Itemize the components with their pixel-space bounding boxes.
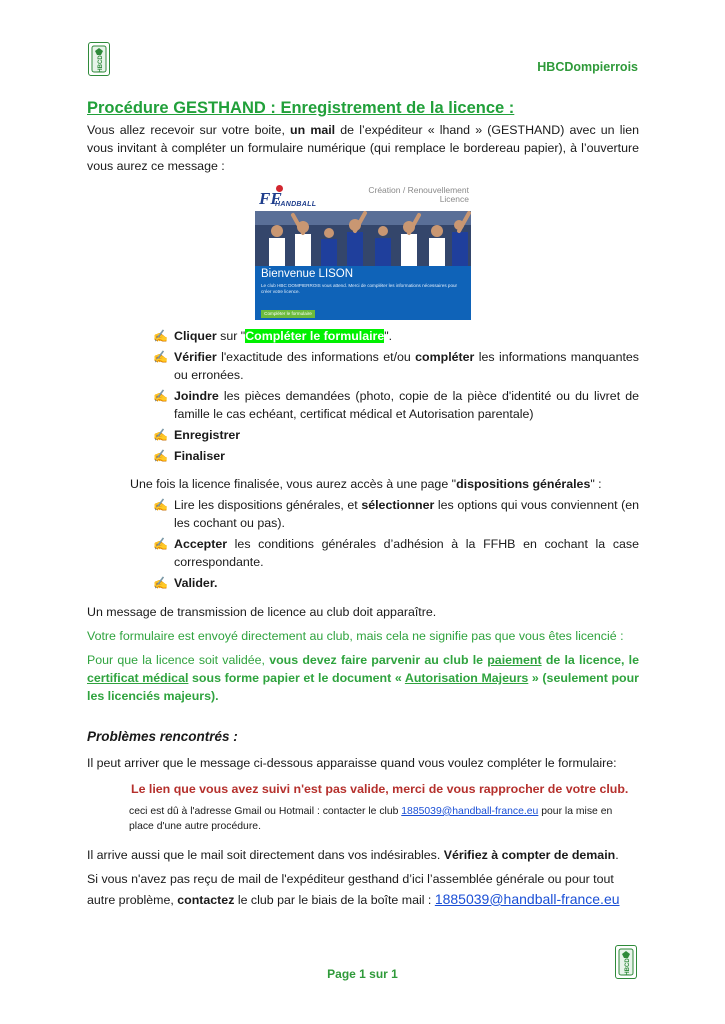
list-item xyxy=(87,388,639,424)
club-name: HBCDompierrois xyxy=(537,60,638,74)
welcome-message: Le club HBC DOMPIERROIS vous attend. Merci de compléter les informations nécessaires pour créer votre licence. xyxy=(261,283,458,294)
validation-bold: sous forme papier et le document « xyxy=(188,671,405,686)
error-message: Le lien que vous avez suivi n'est pas valide, merci de vous rapprocher de votre club. xyxy=(131,781,629,796)
step-bold: Cliquer xyxy=(174,329,217,344)
licence-screenshot xyxy=(255,184,471,320)
step-text: Lire les dispositions générales, et xyxy=(174,498,362,513)
step-text: les conditions générales d’adhésion à la FFHB en cochant la case correspondante. xyxy=(174,537,639,570)
list-item xyxy=(87,536,639,572)
arrow-bullet-icon: ✍ xyxy=(153,449,168,464)
problems-intro: Il peut arriver que le message ci-dessous apparaisse quand vous voulez compléter le formulaire: xyxy=(87,755,617,770)
screenshot-header-line1: Création / Renouvellement xyxy=(368,185,469,196)
arrow-bullet-icon: ✍ xyxy=(153,428,168,443)
step-bold: sélectionner xyxy=(361,498,435,513)
steps-list xyxy=(87,328,639,466)
list-item xyxy=(87,448,639,466)
spam-text: Il arrive aussi que le mail soit directement dans vos indésirables. xyxy=(87,847,444,862)
authorization-underlined: Autorisation Majeurs xyxy=(404,671,529,686)
step-bold: Enregistrer xyxy=(174,428,241,443)
list-item xyxy=(87,427,639,445)
ffhb-logo-big: FF xyxy=(259,189,282,209)
spam-paragraph xyxy=(87,847,639,865)
club-logo xyxy=(88,42,110,76)
list-item xyxy=(87,328,639,346)
contact-text: le club par le biais de la boîte mail : xyxy=(234,892,435,907)
final-page-end: " : xyxy=(590,477,602,492)
final-page-paragraph xyxy=(130,476,639,494)
contact-paragraph xyxy=(87,871,639,910)
screenshot-header-title xyxy=(368,186,469,204)
step-text: sur " xyxy=(216,329,246,344)
club-logo-mark xyxy=(91,45,107,73)
arrow-bullet-icon: ✍ xyxy=(153,389,168,404)
list-item xyxy=(87,349,639,385)
step-text: l'exactitude des informations et/ou xyxy=(216,350,416,365)
intro-bold: un mail xyxy=(290,123,336,138)
contact-text: Si vous n'avez pas reçu de mail de l'expéditeur gesthand d’ici l’assemblée générale ou pour tout autre problème, xyxy=(87,871,614,907)
list-item xyxy=(87,575,639,593)
validation-text: Pour que la licence soit validée, xyxy=(87,653,270,668)
final-page-text: Une fois la licence finalisée, vous aurez accès à une page " xyxy=(130,477,457,492)
form-link-highlight: Compléter le formulaire xyxy=(245,329,385,344)
gmail-note xyxy=(129,804,639,835)
medical-certificate-underlined: certificat médical xyxy=(87,671,189,686)
document-body xyxy=(87,98,639,910)
intro-paragraph xyxy=(87,122,639,176)
screenshot-header xyxy=(255,184,471,211)
validation-bold: de la licence, le xyxy=(541,653,639,668)
club-email-link[interactable]: 1885039@handball-france.eu xyxy=(401,805,539,817)
final-page-bold: dispositions générales xyxy=(456,477,591,492)
welcome-panel xyxy=(255,266,471,320)
page-number: Page 1 sur 1 xyxy=(327,967,398,981)
transmission-message: Un message de transmission de licence au club doit apparaître. xyxy=(87,605,437,620)
screenshot-header-line2: Licence xyxy=(439,194,469,205)
arrow-bullet-icon: ✍ xyxy=(153,498,168,513)
welcome-text: Bienvenue LISON xyxy=(261,268,354,281)
step-text: les options qui vous conviennent (en les cochant ou pas). xyxy=(174,498,640,531)
problems-heading: Problèmes rencontrés : xyxy=(87,729,238,745)
step-text: ". xyxy=(384,329,393,344)
arrow-bullet-icon: ✍ xyxy=(153,537,168,552)
validation-paragraph xyxy=(87,652,639,706)
intro-part1: Vous allez recevoir sur votre boite, xyxy=(87,123,291,138)
arrow-bullet-icon: ✍ xyxy=(153,329,168,344)
ffhb-logo xyxy=(259,185,317,209)
team-photo xyxy=(255,211,471,266)
spam-bold: Vérifiez à compter de demain xyxy=(443,847,616,862)
step-bold: Valider. xyxy=(174,576,218,591)
step-bold: Joindre xyxy=(174,389,219,404)
payment-underlined: paiement xyxy=(487,653,542,668)
validation-bold: vous devez faire parvenir au club le xyxy=(269,653,488,668)
validation-bold: » (seulement pour les licenciés majeurs). xyxy=(87,671,639,704)
team-photo-image xyxy=(255,211,471,266)
list-item xyxy=(87,497,639,533)
club-logo-text: HBCD xyxy=(98,55,104,73)
note-text: pour la mise en place d'une autre procédure. xyxy=(129,805,613,833)
steps-list-2 xyxy=(87,497,639,593)
contact-email-link[interactable]: 1885039@handball-france.eu xyxy=(434,890,620,907)
step-text: les informations manquantes ou erronées. xyxy=(174,350,639,383)
step-bold: Accepter xyxy=(174,537,228,552)
arrow-bullet-icon: ✍ xyxy=(153,576,168,591)
ffhb-logo-small: HANDBALL xyxy=(275,201,317,209)
sent-notice: Votre formulaire est envoyé directement au club, mais cela ne signifie pas que vous êtes licencié : xyxy=(87,629,624,644)
arrow-bullet-icon: ✍ xyxy=(153,350,168,365)
intro-part2: de l’expéditeur « lhand » (GESTHAND) avec un lien vous invitant à compléter un formulaire numérique (qui remplace le bordereau papier), à l’ouverture vous aurez ce message : xyxy=(87,123,639,174)
spam-end: . xyxy=(615,847,619,862)
club-logo-text: HBCD xyxy=(625,958,631,976)
step-bold: Vérifier xyxy=(174,350,217,365)
note-text: ceci est dû à l'adresse Gmail ou Hotmail : contacter le club xyxy=(129,805,402,817)
step-text: les pièces demandées (photo, copie de la pièce d'identité ou du livret de famille le cas echéant, certificat médical et Autorisation parentale) xyxy=(174,389,639,422)
contact-bold: contactez xyxy=(177,892,235,907)
page-title: Procédure GESTHAND : Enregistrement de la licence : xyxy=(87,99,515,117)
step-bold: compléter xyxy=(415,350,475,365)
complete-form-button: Compléter le formulaire xyxy=(261,310,315,318)
step-bold: Finaliser xyxy=(174,449,225,464)
